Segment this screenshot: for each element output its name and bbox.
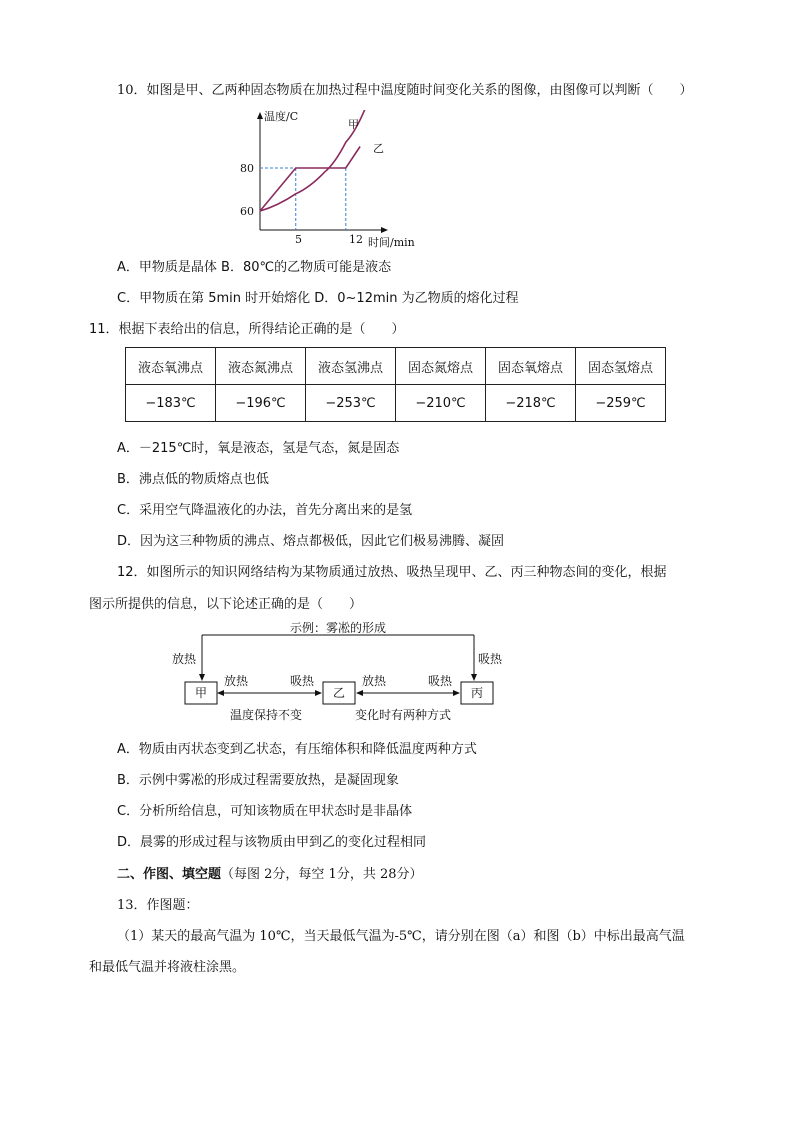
series-line-yi: [260, 147, 360, 212]
table-header-cell: 固态氮熔点: [396, 348, 486, 385]
diagram-bottom-right: 变化时有两种方式: [355, 708, 452, 722]
q10-options-ab: A．甲物质是晶体 B．80℃的乙物质可能是液态: [117, 260, 392, 275]
state-yi-label: 乙: [332, 686, 346, 700]
q12-stem-line1: 12．如图所示的知识网络结构为某物质通过放热、吸热呈现甲、乙、丙三种物态间的变化，根据: [117, 565, 667, 580]
q12-option-b: B．示例中雾凇的形成过程需要放热，是凝固现象: [117, 773, 399, 788]
table-cell: −253℃: [306, 385, 396, 422]
table-header-cell: 液态氢沸点: [306, 348, 396, 385]
table-cell: −259℃: [576, 385, 666, 422]
x-axis-arrow: [381, 227, 388, 233]
table-header-row: [126, 348, 666, 385]
x-tick-5: 5: [295, 233, 302, 246]
q11-option-d: D．因为这三种物质的沸点、熔点都极低，因此它们极易沸腾、凝固: [117, 534, 505, 549]
q12-state-change-diagram: [160, 615, 520, 725]
x-axis-label: 时间/min: [368, 236, 415, 249]
diagram-mid1-absorb: 吸热: [290, 674, 315, 688]
section2-note: （每图 2分，每空 1分，共 28分）: [221, 867, 423, 882]
y-tick-80: 80: [240, 162, 254, 175]
series-label-jia: 甲: [348, 118, 359, 131]
diagram-right-absorb: 吸热: [478, 652, 503, 666]
q12-stem-line2: 图示所提供的信息，以下论述正确的是（ ）: [89, 597, 363, 612]
diagram-bottom-left: 温度保持不变: [230, 708, 303, 722]
y-axis-arrow: [257, 112, 263, 119]
q12-option-d: D．晨雾的形成过程与该物质由甲到乙的变化过程相同: [117, 835, 427, 850]
table-header-cell: 液态氮沸点: [216, 348, 306, 385]
table-header-cell: 液态氧沸点: [126, 348, 216, 385]
diagram-mid2-absorb: 吸热: [428, 674, 453, 688]
state-jia-label: 甲: [194, 686, 208, 700]
table-row: [126, 385, 666, 422]
q13-part1-line1: （1）某天的最高气温为 10℃，当天最低气温为-5℃，请分别在图（a）和图（b）中标出最高气温: [117, 929, 685, 944]
series-label-yi: 乙: [373, 142, 384, 155]
q10-options-cd: C．甲物质在第 5min 时开始熔化 D．0~12min 为乙物质的熔化过程: [117, 291, 519, 306]
y-tick-60: 60: [240, 205, 254, 218]
q12-option-a: A．物质由丙状态变到乙状态，有压缩体积和降低温度两种方式: [117, 742, 477, 757]
table-cell: −210℃: [396, 385, 486, 422]
q11-option-c: C．采用空气降温液化的办法，首先分离出来的是氢: [117, 503, 413, 518]
table-cell: −183℃: [126, 385, 216, 422]
q11-option-a: A．－215℃时，氧是液态，氢是气态，氮是固态: [117, 441, 400, 456]
section2-heading: [117, 866, 423, 884]
y-axis-label: 温度/C: [264, 110, 299, 123]
table-cell: −196℃: [216, 385, 306, 422]
table-header-cell: 固态氧熔点: [486, 348, 576, 385]
q13-part1-line2: 和最低气温并将液柱涂黑。: [89, 960, 246, 975]
q12-option-c: C．分析所给信息，可知该物质在甲状态时是非晶体: [117, 804, 413, 819]
diagram-left-release: 放热: [172, 652, 197, 666]
chart-guide-lines: [260, 168, 346, 230]
table-cell: −218℃: [486, 385, 576, 422]
x-tick-12: 12: [349, 233, 363, 246]
diagram-top-label: 示例：雾凇的形成: [289, 621, 387, 635]
diagram-mid1-release: 放热: [224, 674, 249, 688]
q10-stem: 10．如图是甲、乙两种固态物质在加热过程中温度随时间变化关系的图像，由图像可以判断（ ）: [117, 83, 693, 98]
q11-option-b: B．沸点低的物质熔点也低: [117, 472, 269, 487]
q11-stem: 11．根据下表给出的信息，所得结论正确的是（ ）: [89, 322, 405, 337]
q10-temperature-time-chart: [228, 110, 428, 250]
q13-stem: 13．作图题：: [117, 898, 199, 913]
state-bing-label: 丙: [470, 686, 484, 700]
diagram-mid2-release: 放热: [362, 674, 387, 688]
section2-title: 二、作图、填空题: [117, 867, 222, 882]
table-header-cell: 固态氢熔点: [576, 348, 666, 385]
q11-data-table: [125, 347, 666, 422]
